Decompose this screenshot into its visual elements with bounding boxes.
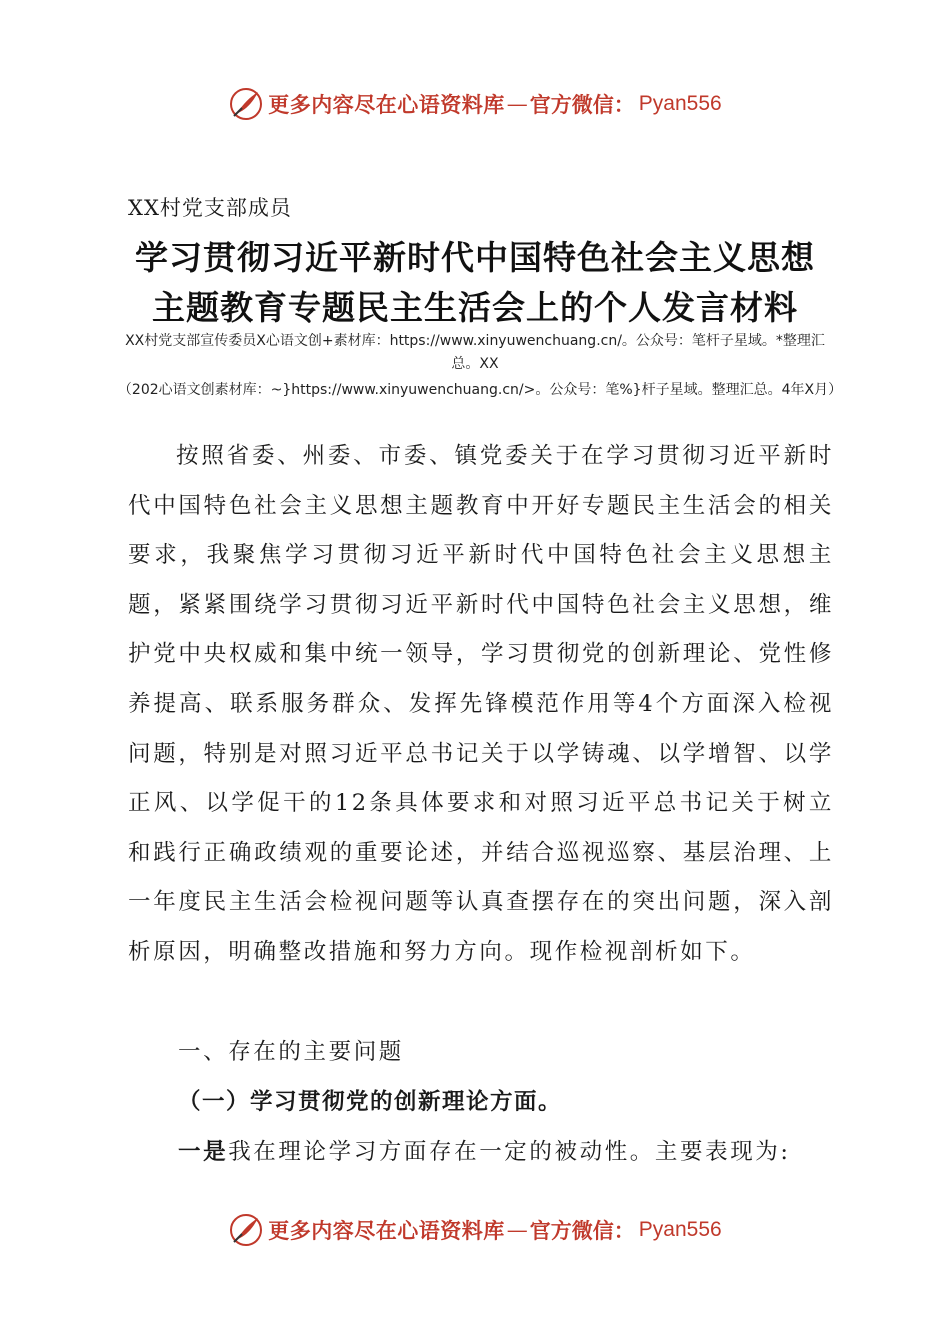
subsection-heading: （一）学习贯彻党的创新理论方面。 xyxy=(178,1089,563,1115)
watermark-wechat-id: Pyan556 xyxy=(638,1218,722,1241)
quill-logo-icon xyxy=(228,86,264,122)
item-paragraph xyxy=(178,1134,791,1166)
item-lead: 一是 xyxy=(178,1139,229,1165)
document-title-line-1: 学习贯彻习近平新时代中国特色社会主义思想 xyxy=(135,238,815,277)
watermark-wechat-label: 官方微信： xyxy=(529,1218,635,1243)
meta-line-1: XX村党支部宣传委员X心语文创+素材库：https://www.xinyuwenchuang.cn/。公众号：笔杆子星域。*整理汇总。XX xyxy=(125,333,825,372)
intro-paragraph: 按照省委、州委、市委、镇党委关于在学习贯彻习近平新时代中国特色社会主义思想主题教育中开好专题民主生活会的相关要求，我聚焦学习贯彻习近平新时代中国特色社会主义思想主题，紧紧围绕学习贯彻习近平新时代中国特色社会主义思想，维护党中央权威和集中统一领导，学习贯彻党的创新理论、党性修养提高、联系服务群众、发挥先锋模范作用等4个方面深入检视问题，特别是对照习近平总书记关于以学铸魂、以学增智、以学正风、以学促干的12条具体要求和对照习近平总书记关于树立和践行正确政绩观的重要论述，并结合巡视巡察、基层治理、上一年度民主生活会检视问题等认真查摆存在的突出问题，深入剖析原因，明确整改措施和努力方向。现作检视剖析如下。 xyxy=(128,443,834,965)
watermark-banner-bottom xyxy=(0,1210,950,1250)
watermark-wechat-label: 官方微信： xyxy=(529,92,635,117)
author-line: XX村党支部成员 xyxy=(128,196,292,220)
watermark-text: 更多内容尽在心语资料库 xyxy=(268,1218,505,1243)
watermark-text: 更多内容尽在心语资料库 xyxy=(268,92,505,117)
document-title-line-2: 主题教育专题民主生活会上的个人发言材料 xyxy=(152,288,798,327)
watermark-wechat-id: Pyan556 xyxy=(638,92,722,115)
meta-line-2: （202心语文创素材库：~}https://www.xinyuwenchuang.cn/>。公众号：笔%}杆子星域。整理汇总。4年X月） xyxy=(117,382,843,398)
watermark-separator: — xyxy=(506,92,528,116)
quill-logo-icon xyxy=(228,1212,264,1248)
item-text: 我在理论学习方面存在一定的被动性。主要表现为: xyxy=(228,1139,791,1165)
watermark-banner-top xyxy=(0,84,950,124)
section-heading: 一、存在的主要问题 xyxy=(178,1039,404,1065)
watermark-separator: — xyxy=(506,1218,528,1242)
